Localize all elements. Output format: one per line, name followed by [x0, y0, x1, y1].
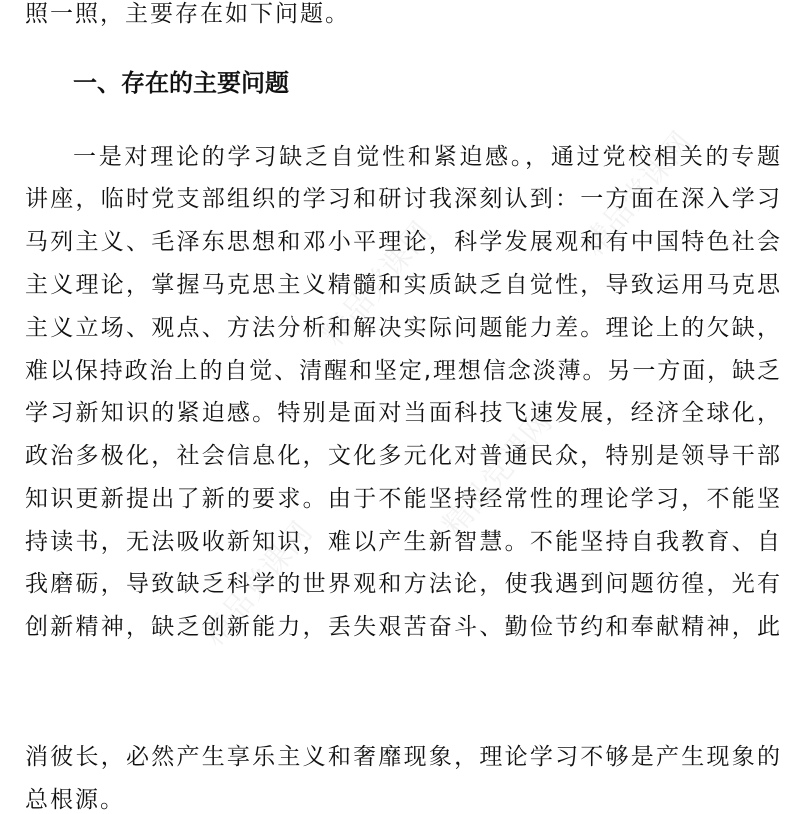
watermark-text: 精品党课网 [196, 515, 320, 653]
body-line: 我磨砺，导致缺乏科学的世界观和方法论，使我遇到问题彷徨，光有 [25, 571, 780, 597]
body-line: 消彼长，必然产生享乐主义和奢靡现象，理论学习不够是产生现象的 [25, 744, 780, 770]
body-line: 总根源。 [25, 787, 125, 813]
body-line: 主义立场、观点、方法分析和解决实际问题能力差。理论上的欠缺， [25, 315, 780, 341]
body-line: 政治多极化，社会信息化，文化多元化对普通民众，特别是领导干部 [25, 443, 780, 469]
body-line: 学习新知识的紧迫感。特别是面对当面科技飞速发展，经济全球化， [25, 400, 780, 426]
body-line: 持读书，无法吸收新知识，难以产生新智慧。不能坚持自我教育、自 [25, 529, 780, 555]
watermark-text: 精品党课网 [316, 215, 440, 353]
body-line: 讲座，临时党支部组织的学习和研讨我深刻认到：一方面在深入学习 [25, 186, 780, 212]
watermark-text: 精品党课网 [436, 405, 560, 543]
body-line: 马列主义、毛泽东思想和邓小平理论，科学发展观和有中国特色社会 [25, 229, 780, 255]
body-line: 创新精神，缺乏创新能力，丢失艰苦奋斗、勤俭节约和奉献精神，此 [25, 614, 780, 640]
watermark-text: 精品党课网 [576, 125, 700, 263]
section-heading: 一、存在的主要问题 [73, 69, 289, 97]
intro-line: 照一照，主要存在如下问题。 [25, 1, 350, 27]
body-line: 知识更新提出了新的要求。由于不能坚持经常性的理论学习，不能坚 [25, 486, 780, 512]
body-line: 难以保持政治上的自觉、清醒和坚定,理想信念淡薄。另一方面，缺乏 [25, 358, 780, 384]
body-line: 一是对理论的学习缺乏自觉性和紧迫感。，通过党校相关的专题 [73, 144, 780, 170]
body-line: 主义理论，掌握马克思主义精髓和实质缺乏自觉性，导致运用马克思 [25, 272, 780, 298]
